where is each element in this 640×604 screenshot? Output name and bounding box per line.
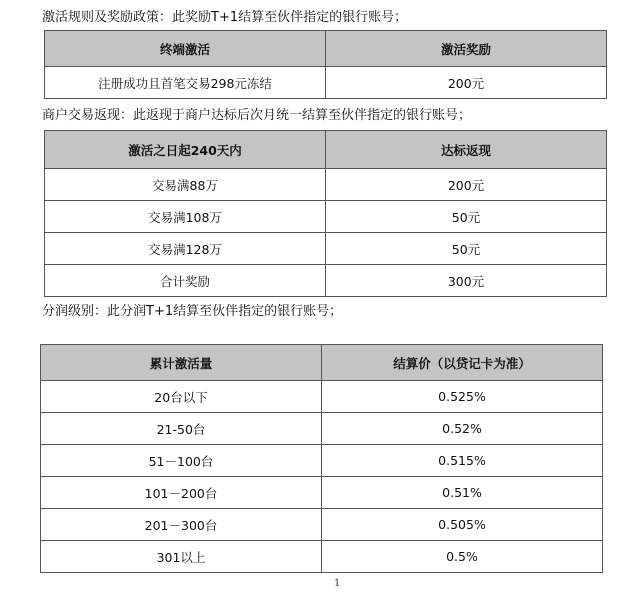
- column-header-cumulative-activations: 累计激活量: [41, 345, 322, 381]
- activation-reward-table: [44, 30, 607, 99]
- table-cell: 300元: [326, 265, 607, 297]
- table-cell: 注册成功且首笔交易298元冻结: [45, 67, 326, 99]
- table-cell: 0.51%: [322, 477, 603, 509]
- table-cell: 0.515%: [322, 445, 603, 477]
- section3-heading: 分润级别：此分润T+1结算至伙伴指定的银行账号；: [42, 304, 343, 319]
- page-number: 1: [334, 578, 341, 589]
- table-row: [45, 233, 607, 265]
- table-cell: 101－200台: [41, 477, 322, 509]
- table-cell: 21-50台: [41, 413, 322, 445]
- table-row: [41, 509, 603, 541]
- table-cell: 200元: [326, 169, 607, 201]
- table-row: [41, 413, 603, 445]
- table-cell: 200元: [326, 67, 607, 99]
- table-cell: 50元: [326, 201, 607, 233]
- table-cell: 20台以下: [41, 381, 322, 413]
- table-row: [45, 169, 607, 201]
- table-row: [41, 445, 603, 477]
- table-cell: 50元: [326, 233, 607, 265]
- column-header-within-240-days: 激活之日起240天内: [45, 131, 326, 169]
- table-cell: 合计奖励: [45, 265, 326, 297]
- table-cell: 0.5%: [322, 541, 603, 573]
- table-header-row: [41, 345, 603, 381]
- table-row: [45, 201, 607, 233]
- table-cell: 201－300台: [41, 509, 322, 541]
- column-header-activation-reward: 激活奖励: [326, 31, 607, 67]
- table-header-row: [45, 31, 607, 67]
- table-cell: 交易满88万: [45, 169, 326, 201]
- table-row: [41, 541, 603, 573]
- table-cell: 51－100台: [41, 445, 322, 477]
- column-header-terminal-activation: 终端激活: [45, 31, 326, 67]
- column-header-cashback: 达标返现: [326, 131, 607, 169]
- column-header-settlement-price: 结算价（以贷记卡为准）: [322, 345, 603, 381]
- table-row: [41, 381, 603, 413]
- table-cell: 交易满128万: [45, 233, 326, 265]
- table-row: [41, 477, 603, 509]
- profit-share-table: [40, 344, 603, 573]
- cashback-table: [44, 130, 607, 297]
- table-cell: 0.52%: [322, 413, 603, 445]
- table-row: [45, 265, 607, 297]
- table-cell: 0.525%: [322, 381, 603, 413]
- table-cell: 0.505%: [322, 509, 603, 541]
- section2-heading: 商户交易返现：此返现于商户达标后次月统一结算至伙伴指定的银行账号；: [42, 108, 472, 123]
- table-row: [45, 67, 607, 99]
- section1-heading: 激活规则及奖励政策：此奖励T+1结算至伙伴指定的银行账号；: [42, 10, 408, 25]
- table-header-row: [45, 131, 607, 169]
- table-cell: 交易满108万: [45, 201, 326, 233]
- table-cell: 301以上: [41, 541, 322, 573]
